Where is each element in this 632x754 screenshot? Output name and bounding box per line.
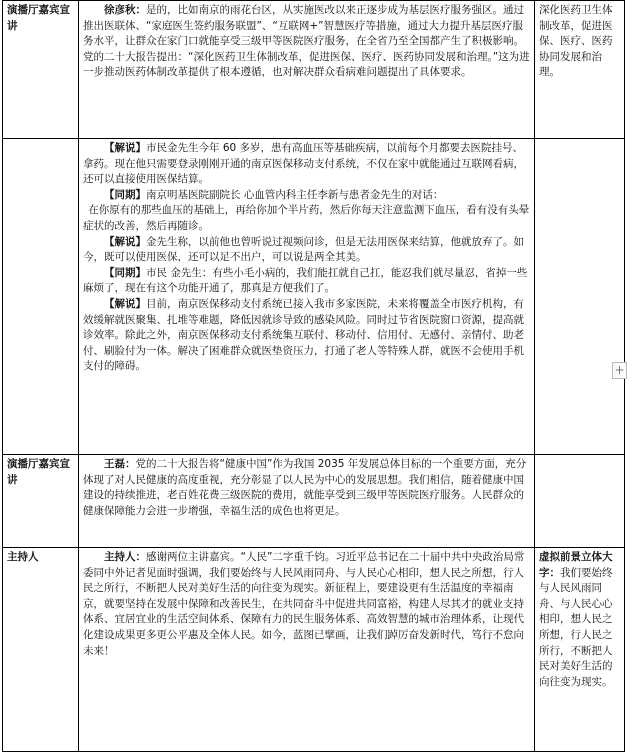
speaker-name: 徐彦秋： <box>104 4 146 16</box>
segment-text: 市民金先生今年 60 多岁，患有高血压等基础疾病，以前每个月都要去医院挂号、拿药。现在他只需要登录刚刚开通的南京医保移动支付系统，不仅在家中就能通过互联网看病，还可以直接使用医保结算。 <box>83 142 524 186</box>
speech-text: 感谢两位主讲嘉宾。“人民”二字重千钧。习近平总书记在二十届中共中央政治局常委同中外记者见面时强调，我们要始终与人民风雨同舟、与人民心心相印，想人民之所想，行人民之所行，不断把人民对美好生活的向往变为现实。新征程上，要建设更有生活温度的幸福南京，就要坚持在发展中保障和改善民生，在共同奋斗中促进共同富裕，构建人尽其才的就业支持体系、宜居宜业的生活空间体系、保障有力的民生服务体系、高效智慧的城市治理体系，让现代化建设成果更多更公平惠及全体人民。如今，蓝图已擘画，让我们踔厉奋发新时代，笃行不怠向未来！ <box>83 551 525 657</box>
speech-text: 党的二十大报告将“健康中国”作为我国 2035 年发展总体目标的一个重要方面，充分体现了对人民健康的高度重视，充分彰显了以人民为中心的发展思想。我们相信，随着健康中国建设的持续推进，老百姓花费三级医院的费用，就能享受到三级甲等医院医疗服务。人民群众的健康保障能力会进一步增强，幸福生活的成色也将更足。 <box>83 458 527 517</box>
narration-paragraph <box>83 235 530 266</box>
side-cell <box>535 548 625 752</box>
content-cell <box>79 139 535 455</box>
segment-text: 市民 金先生：有些小毛小病的，我们能扛就自己扛，能忍我们就尽量忍，省掉一些麻烦了，现在有这个功能开通了，那真是方便我们了。 <box>83 266 528 295</box>
narration-paragraph <box>83 141 530 188</box>
add-row-handle[interactable]: + <box>612 362 627 379</box>
table-row <box>3 139 625 455</box>
table-row <box>3 1 625 139</box>
side-text: 深化医药卫生体制改革，促进医保、医疗、医药协同发展和治理。 <box>539 4 613 79</box>
segment-text: 在你原有的那些血压的基础上，再给你加个半片药，然后你每天注意监测下血压，看有没有头晕症状的改善，然后再随诊。 <box>83 204 530 232</box>
role-cell <box>3 139 79 455</box>
segment-tag: 【解说】 <box>104 297 146 310</box>
content-cell <box>79 455 535 548</box>
speaker-name: 主持人： <box>104 551 146 563</box>
speech-text: 是的，比如南京的雨花台区，从实施医改以来正逐步成为基层医疗服务强区。通过推出医联体、“家庭医生签约服务联盟”、“互联网+”智慧医疗等措施，通过大力提升基层医疗服务水平，让群众在家门口就能享受三级甲等医院医疗服务，在全省乃至全国都产生了积极影响。党的二十大报告提出：“深化医药卫生体制改革，促进医保、医疗、医药协同发展和治理。”这为进一步推动医药体制改革提供了根本遵循，也对解决群众看病难问题提出了具体要求。 <box>83 4 530 79</box>
side-text: 我们要始终与人民风雨同舟、与人民心心相印，想人民之所想，行人民之所行，不断把人民对美好生活的向往变为现实。 <box>539 566 613 688</box>
segment-tag: 【解说】 <box>104 235 146 248</box>
content-cell <box>79 548 535 752</box>
speech-paragraph <box>83 457 530 519</box>
side-cell <box>535 1 625 139</box>
narration-paragraph <box>83 188 530 204</box>
speech-paragraph <box>83 3 530 81</box>
speech-paragraph <box>83 550 530 659</box>
role-cell: 演播厅嘉宾宣讲 <box>3 1 79 139</box>
segment-text: 南京明基医院副院长 心血管内科主任李新与患者金先生的对话： <box>146 188 444 201</box>
content-cell <box>79 1 535 139</box>
segment-text: 目前，南京医保移动支付系统已接入我市多家医院，未来将覆盖全市医疗机构，有效缓解就医聚集、扎堆等难题，降低因就诊导致的感染风险。同时过节省医院窗口资源，提高就诊效率。除此之外，南京医保移动支付系统集互联付、移动付、信用付、无感付、亲情付、助老付、刷脸付为一体。解决了困难群众就医垫资压力，打通了老人等特殊人群，就医不会使用手机支付的障碍。 <box>83 297 524 373</box>
narration-paragraph <box>83 203 530 234</box>
side-label: 虚拟前景立体大字： <box>539 551 613 579</box>
narration-paragraph <box>83 266 530 297</box>
script-table <box>2 0 625 752</box>
segment-text: 金先生称，以前他也曾听说过视频问诊，但是无法用医保来结算，他就放弃了。如今，既可以使用医保，还可以足不出户，可以说是两全其美。 <box>83 235 524 264</box>
segment-tag: 【解说】 <box>104 142 146 154</box>
segment-tag: 【同期】 <box>104 188 146 201</box>
table-row <box>3 548 625 752</box>
role-cell: 演播厅嘉宾宣讲 <box>3 455 79 548</box>
role-cell: 主持人 <box>3 548 79 752</box>
table-row <box>3 455 625 548</box>
side-cell <box>535 455 625 548</box>
narration-paragraph <box>83 297 530 375</box>
side-cell <box>535 139 625 455</box>
speaker-name: 王磊： <box>104 458 136 470</box>
segment-tag: 【同期】 <box>104 266 146 279</box>
